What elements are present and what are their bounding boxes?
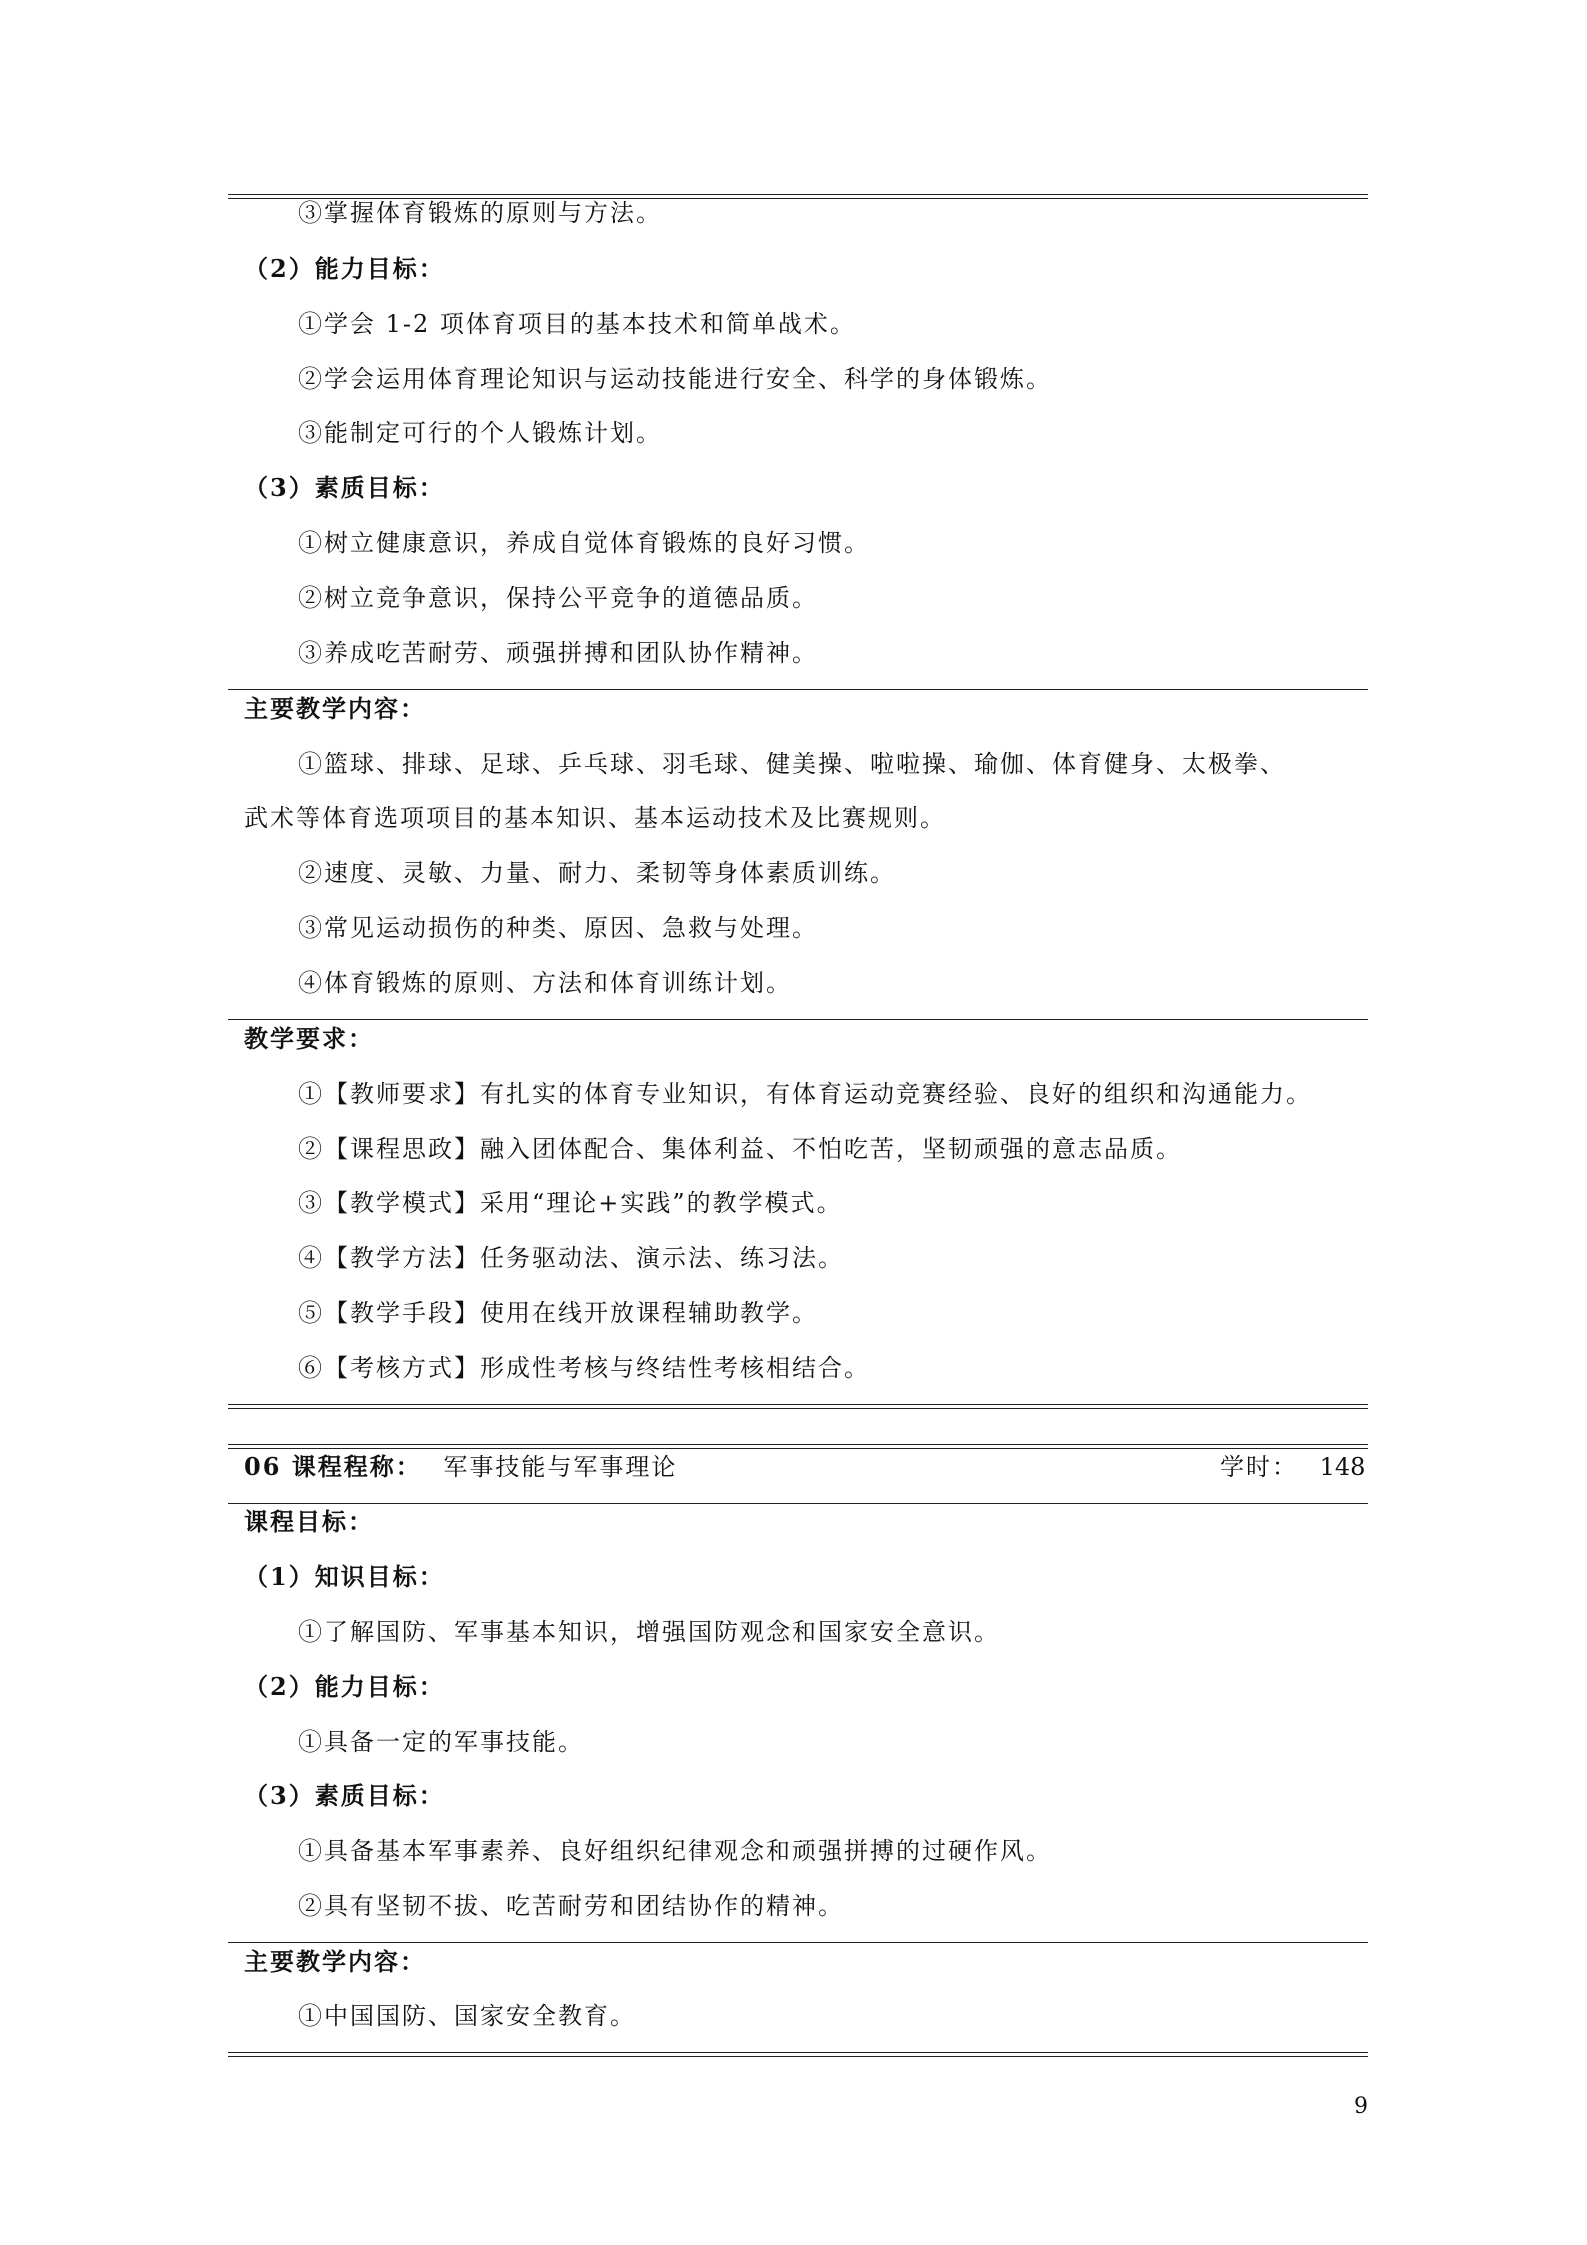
requirement-item: ④【教学方法】任务驱动法、演示法、练习法。	[298, 1244, 844, 1272]
content-item: ②速度、灵敏、力量、耐力、柔韧等身体素质训练。	[298, 859, 896, 887]
hours-value: 148	[1319, 1453, 1366, 1481]
quality-goal-item: ②树立竞争意识，保持公平竞争的道德品质。	[298, 584, 818, 612]
course-goals-heading: 课程目标：	[244, 1507, 374, 1536]
content-item-continuation: 武术等体育选项项目的基本知识、基本运动技术及比赛规则。	[244, 804, 946, 832]
ability-goal-item: ①学会 1-2 项体育项目的基本技术和简单战术。	[298, 310, 856, 338]
table-bottom-rule	[228, 2052, 1368, 2057]
quality-goal-item: ①树立健康意识，养成自觉体育锻炼的良好习惯。	[298, 529, 870, 557]
quality-goal-heading: （3）素质目标：	[244, 1781, 445, 1810]
table-bottom-rule	[228, 1404, 1368, 1409]
hours-label: 学时：	[1220, 1453, 1298, 1481]
course-name-value: 军事技能与军事理论	[443, 1453, 678, 1481]
requirement-item: ⑤【教学手段】使用在线开放课程辅助教学。	[298, 1299, 818, 1327]
ability-goal-item: ②学会运用体育理论知识与运动技能进行安全、科学的身体锻炼。	[298, 365, 1052, 393]
main-content-heading: 主要教学内容：	[244, 1947, 426, 1976]
content-item: ③常见运动损伤的种类、原因、急救与处理。	[298, 914, 818, 942]
section-rule	[228, 1503, 1368, 1504]
course-name-label: 06 课程程称：	[244, 1452, 422, 1481]
requirement-item: ③【教学模式】采用“理论+实践”的教学模式。	[298, 1189, 843, 1217]
table-top-rule	[228, 1444, 1368, 1449]
quality-goal-item: ③养成吃苦耐劳、顽强拼搏和团队协作精神。	[298, 639, 818, 667]
main-content-heading: 主要教学内容：	[244, 694, 426, 723]
requirement-item: ②【课程思政】融入团体配合、集体利益、不怕吃苦，坚韧顽强的意志品质。	[298, 1135, 1182, 1163]
requirements-heading: 教学要求：	[244, 1024, 374, 1053]
content-item: ①篮球、排球、足球、乒乓球、羽毛球、健美操、啦啦操、瑜伽、体育健身、太极拳、	[298, 750, 1286, 778]
page-number: 9	[1354, 2094, 1368, 2119]
section-rule	[228, 1019, 1368, 1020]
requirement-item: ⑥【考核方式】形成性考核与终结性考核相结合。	[298, 1354, 870, 1382]
course-name-row	[244, 1452, 677, 1482]
knowledge-goal-item: ③掌握体育锻炼的原则与方法。	[298, 199, 662, 227]
ability-goal-item: ③能制定可行的个人锻炼计划。	[298, 419, 662, 447]
requirement-item: ①【教师要求】有扎实的体育专业知识，有体育运动竞赛经验、良好的组织和沟通能力。	[298, 1080, 1312, 1108]
content-item: ④体育锻炼的原则、方法和体育训练计划。	[298, 969, 792, 997]
section-rule	[228, 1942, 1368, 1943]
quality-goal-heading: （3）素质目标：	[244, 473, 445, 502]
content-item: ①中国国防、国家安全教育。	[298, 2002, 636, 2030]
ability-goal-heading: （2）能力目标：	[244, 254, 445, 283]
ability-goal-heading: （2）能力目标：	[244, 1672, 445, 1701]
course-hours	[1220, 1452, 1365, 1482]
quality-goal-item: ①具备基本军事素养、良好组织纪律观念和顽强拼搏的过硬作风。	[298, 1837, 1052, 1865]
knowledge-goal-item: ①了解国防、军事基本知识，增强国防观念和国家安全意识。	[298, 1618, 1000, 1646]
section-rule	[228, 689, 1368, 690]
quality-goal-item: ②具有坚韧不拔、吃苦耐劳和团结协作的精神。	[298, 1892, 844, 1920]
ability-goal-item: ①具备一定的军事技能。	[298, 1728, 584, 1756]
knowledge-goal-heading: （1）知识目标：	[244, 1562, 445, 1591]
